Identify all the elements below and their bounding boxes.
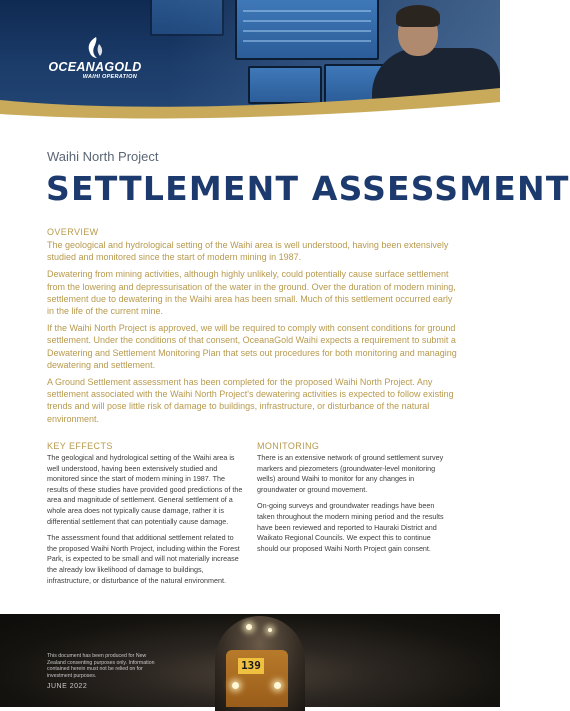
- overview-heading: OVERVIEW: [47, 227, 99, 237]
- project-subtitle: Waihi North Project: [47, 149, 159, 164]
- truck-number: 139: [238, 658, 264, 674]
- key-effects-paragraph: The assessment found that additional settlement related to the proposed Waihi North Project, including within the Forest Park, is expected to be small and will not materially increase the already low likelihood of damage to buildings, infrastructure, or disturbance of the natural environment.: [47, 533, 240, 585]
- key-effects-heading: KEY EFFECTS: [47, 441, 113, 451]
- logo-division-text: WAIHI OPERATION: [82, 74, 137, 80]
- monitoring-paragraph: There is an extensive network of ground settlement survey markers and piezometers (groundwater-level monitoring wells) around Waihi to monitor for any changes in groundwater or ground movement.: [257, 453, 444, 494]
- truck-headlight-icon: [232, 682, 239, 689]
- monitoring-paragraph: On-going surveys and groundwater readings have been taken throughout the modern mining period and the results have been reviewed and reported to Hauraki District and Waikato Regional Councils. We expect this to continue should our proposed Waihi North Project gain consent.: [257, 501, 444, 553]
- overview-paragraph: If the Waihi North Project is approved, we will be required to comply with consent conditions for ground settlement. Under the conditions of that consent, OceanaGold Waihi expects a requirement to submit a Dewatering and Settlement Monitoring Plan that sets out procedures for both monitoring and managing dewatering and settlement.: [47, 323, 457, 370]
- overview-paragraph: Dewatering from mining activities, although highly unlikely, could potentially cause surface settlement from the lowering and depressurisation of the water in the ground. Over the duration of modern mining, settlement due to dewatering in the Waihi area has been small. Much of this settlement occurred early in the life of the current mine.: [47, 269, 456, 317]
- footer-banner: [0, 614, 500, 707]
- logo-flame-icon: [82, 36, 108, 60]
- hero-banner: [0, 0, 500, 135]
- oceanagold-logo: [45, 36, 145, 86]
- truck-headlight-icon: [274, 682, 281, 689]
- monitoring-heading: MONITORING: [257, 441, 320, 451]
- page-title: SETTLEMENT ASSESSMENT: [46, 169, 570, 208]
- overview-section: [47, 226, 457, 430]
- key-effects-paragraph: The geological and hydrological setting of the Waihi area is well understood, having been extensively studied and monitored since the start of modern mining in 1987. The results of these studies have provided good predictions of the area and magnitude of settlement. General settlement of a whole area does not typically cause damage, rather it is differential settlement that can potentially cause damage.: [47, 453, 243, 526]
- footer-disclaimer: This document has been produced for New Zealand consenting purposes only. Information contained herein must not be relied on for investment purposes.: [47, 653, 155, 679]
- overview-paragraph: The geological and hydrological setting of the Waihi area is well understood, having been extensively studied and monitored since the start of modern mining in 1987.: [47, 240, 449, 263]
- key-effects-section: [47, 440, 243, 592]
- overview-paragraph: A Ground Settlement assessment has been completed for the proposed Waihi North Project. Any settlement associated with the Waihi North Project's dewatering activities is expected to follow existing trends and will pose little risk of damage to buildings, infrastructure, or disturbance of the natural environment.: [47, 377, 454, 424]
- logo-brand-text: OCEANAGOLD: [48, 60, 142, 74]
- monitoring-section: [257, 440, 453, 560]
- tunnel-light-icon: [268, 628, 272, 632]
- footer-date: JUNE 2022: [47, 683, 88, 690]
- tunnel-light-icon: [246, 624, 252, 630]
